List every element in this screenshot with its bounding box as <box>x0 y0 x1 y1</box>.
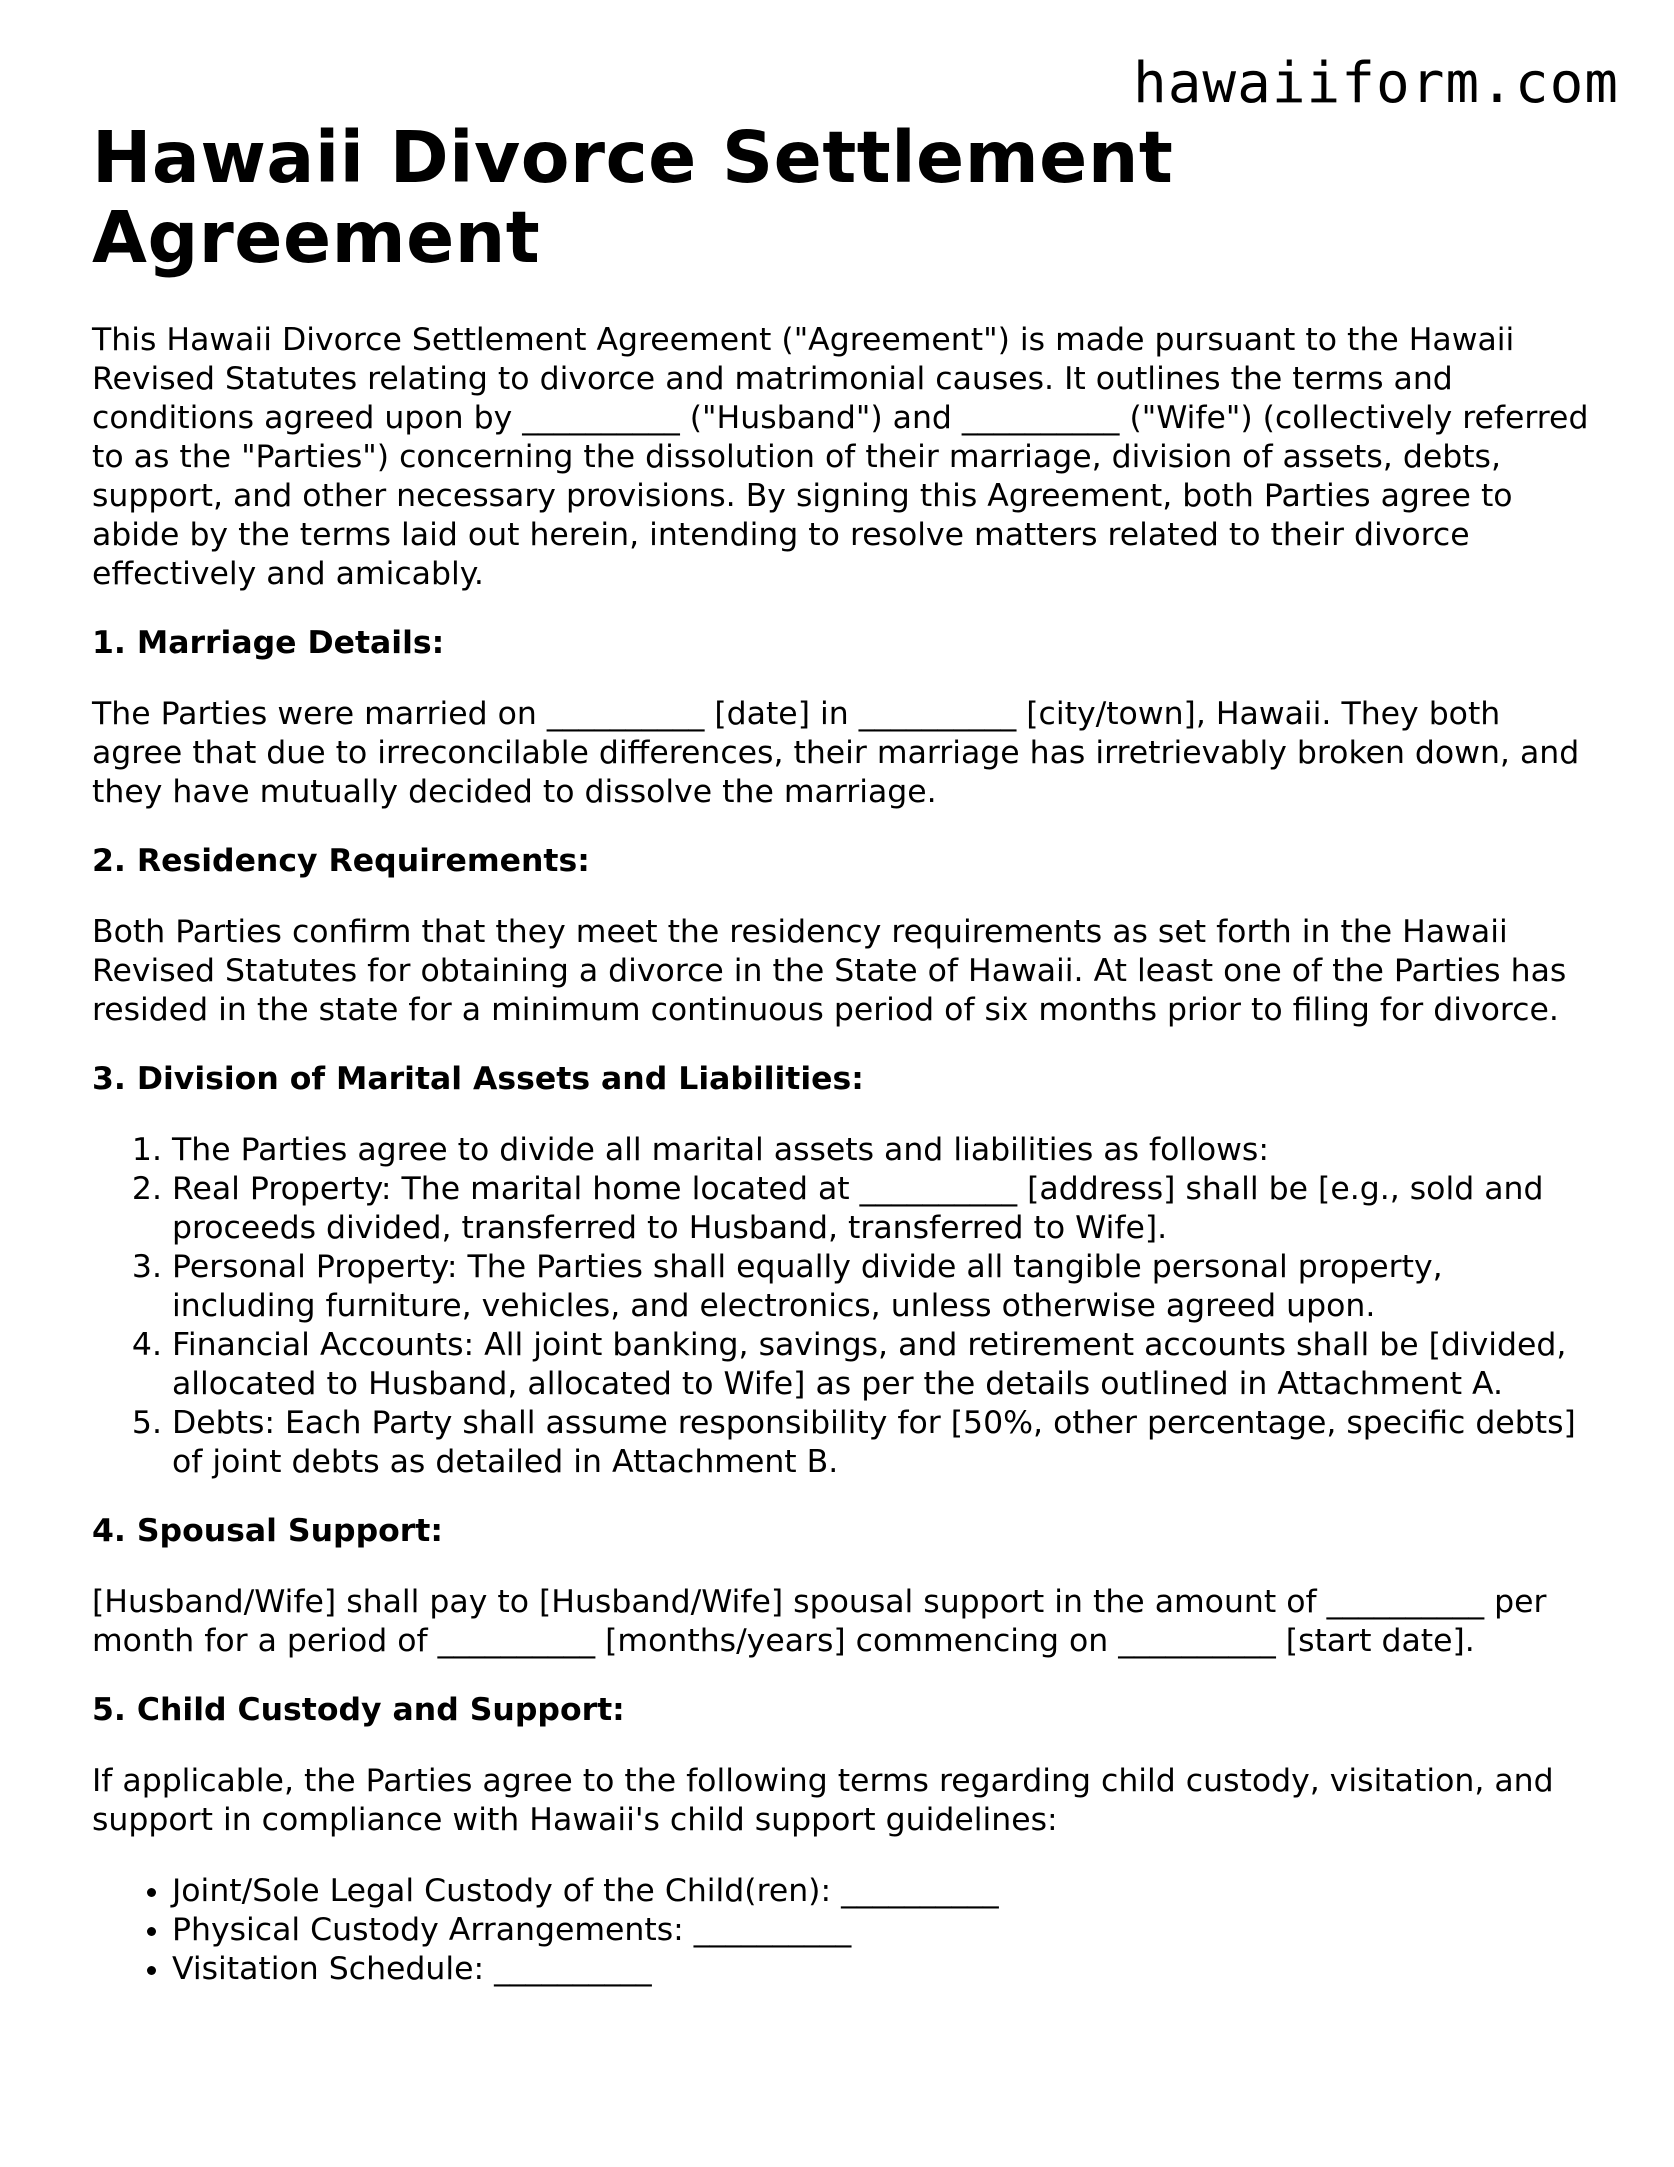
list-item: • Joint/Sole Legal Custody of the Child(ren): __________ <box>172 1872 1592 1911</box>
list-item: 3. Personal Property: The Parties shall equally divide all tangible personal property, including furniture, vehicles, and electronics, unless otherwise agreed upon. <box>172 1248 1592 1326</box>
list-item: • Physical Custody Arrangements: __________ <box>172 1911 1592 1950</box>
section-body-residency: Both Parties confirm that they meet the residency requirements as set forth in the Hawaii Revised Statutes for obtaining a divorce in the State of Hawaii. At least one of the Parties has resided in the state for a minimum continuous period of six months prior to filing for divorce. <box>92 914 1567 1029</box>
section-heading-marriage-details: 1. Marriage Details: <box>92 625 445 662</box>
document-title: Hawaii Divorce Settlement Agreement <box>92 116 1174 279</box>
watermark: hawaiiform.com <box>1132 51 1619 116</box>
section-heading-child-custody: 5. Child Custody and Support: <box>92 1692 625 1729</box>
section-heading-assets: 3. Division of Marital Assets and Liabilities: <box>92 1061 864 1098</box>
list-item: 2. Real Property: The marital home located at __________ [address] shall be [e.g., sold and proceeds divided, transferred to Husband, transferred to Wife]. <box>172 1170 1592 1248</box>
list-item: 1. The Parties agree to divide all marital assets and liabilities as follows: <box>172 1131 1592 1170</box>
assets-list <box>92 1131 1592 1482</box>
intro-paragraph: This Hawaii Divorce Settlement Agreement ("Agreement") is made pursuant to the Hawaii Revised Statutes relating to divorce and matrimonial causes. It outlines the terms and conditions agreed upon by __________ ("Husband") and __________ ("Wife") (collectively referred to as the "Parties") concerning the dissolution of their marriage, division of assets, debts, support, and other necessary provisions. By signing this Agreement, both Parties agree to abide by the terms laid out herein, intending to resolve matters related to their divorce effectively and amicably. <box>92 322 1589 593</box>
list-item: 4. Financial Accounts: All joint banking, savings, and retirement accounts shall be [divided, allocated to Husband, allocated to Wife] as per the details outlined in Attachment A. <box>172 1326 1592 1404</box>
list-item: 5. Debts: Each Party shall assume responsibility for [50%, other percentage, specific debts] of joint debts as detailed in Attachment B. <box>172 1404 1592 1482</box>
section-heading-residency: 2. Residency Requirements: <box>92 843 590 880</box>
custody-list <box>92 1872 1592 1989</box>
document-page <box>92 118 1592 1989</box>
section-body-child-custody: If applicable, the Parties agree to the following terms regarding child custody, visitation, and support in compliance with Hawaii's child support guidelines: <box>92 1763 1554 1839</box>
section-body-marriage-details: The Parties were married on __________ [date] in __________ [city/town], Hawaii. They both agree that due to irreconcilable differences, their marriage has irretrievably broken down, and they have mutually decided to dissolve the marriage. <box>92 696 1580 811</box>
section-body-spousal-support: [Husband/Wife] shall pay to [Husband/Wife] spousal support in the amount of __________ per month for a period of __________ [months/years] commencing on __________ [start date]. <box>92 1584 1547 1660</box>
section-heading-spousal-support: 4. Spousal Support: <box>92 1513 443 1550</box>
list-item: • Visitation Schedule: __________ <box>172 1950 1592 1989</box>
